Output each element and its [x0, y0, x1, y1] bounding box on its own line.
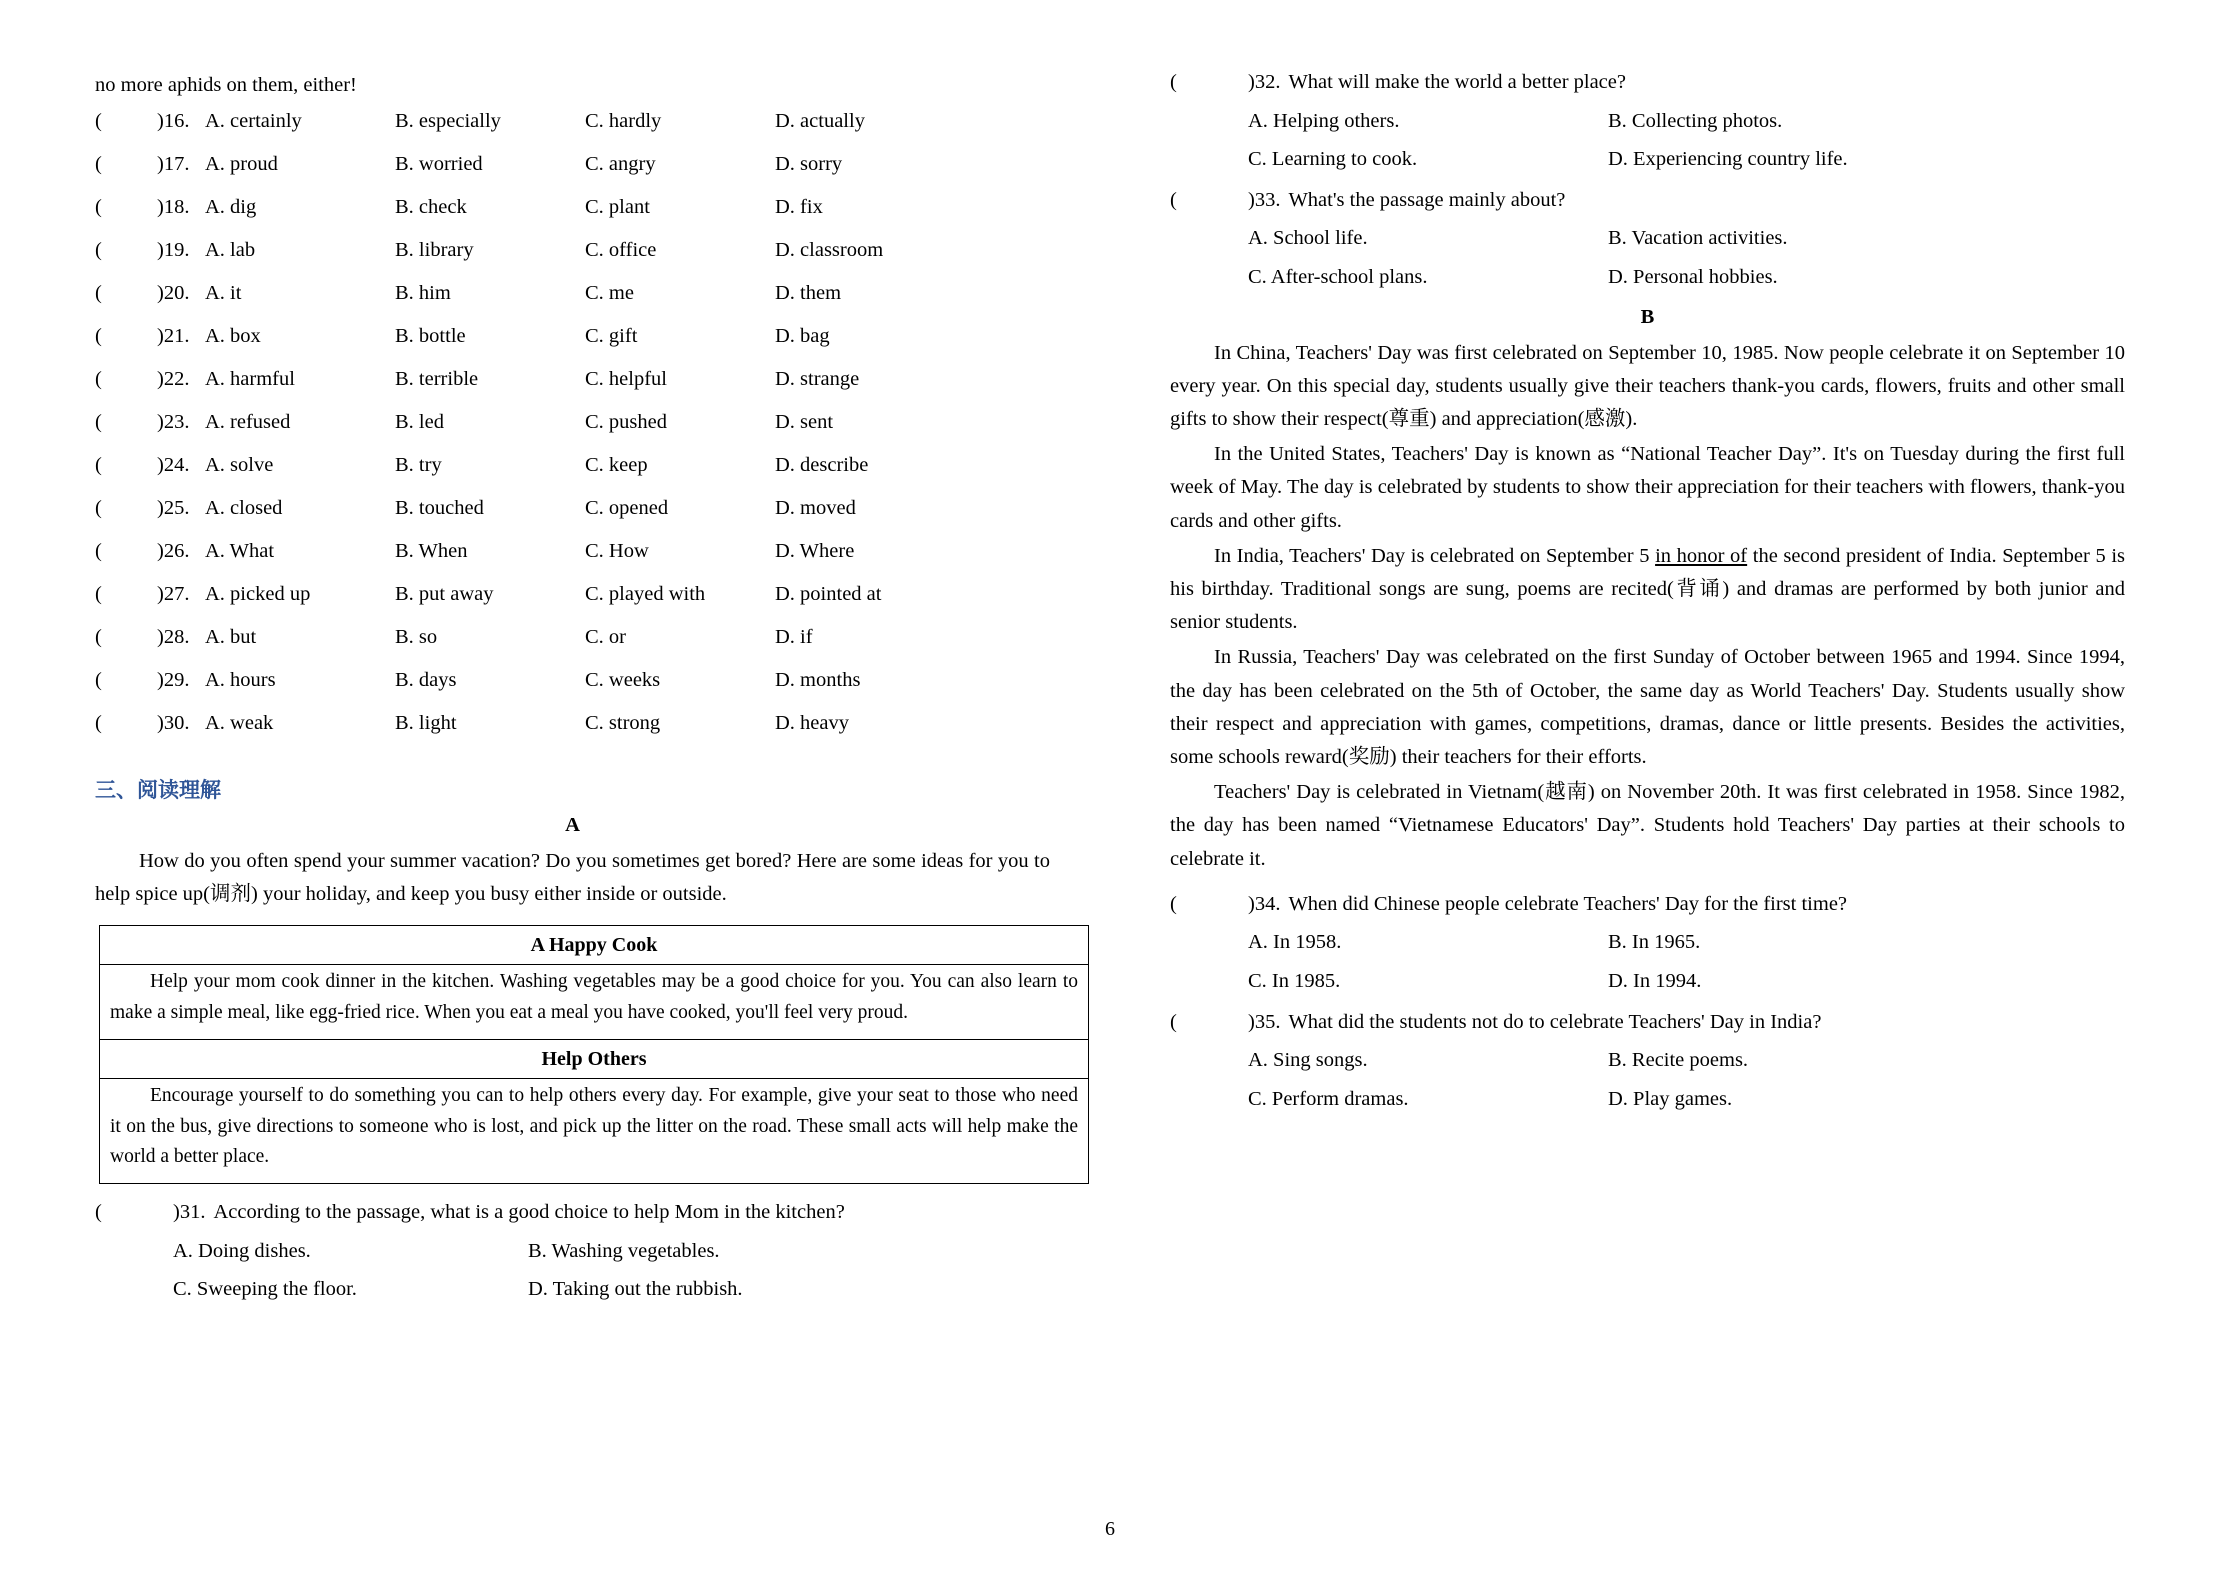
question-number: )23. — [157, 410, 190, 433]
option-a[interactable]: A. Helping others. — [1248, 109, 1400, 132]
option-a[interactable]: A. Sing songs. — [1248, 1049, 1368, 1072]
option-b[interactable]: B. worried — [395, 152, 483, 175]
question-number: )24. — [157, 453, 190, 476]
question-text: What did the students not do to celebrate Teachers' Day in India? — [1288, 1010, 1822, 1033]
option-a[interactable]: A. picked up — [205, 582, 311, 605]
answer-blank[interactable]: ( — [1170, 71, 1177, 93]
option-d[interactable]: D. Taking out the rubbish. — [528, 1278, 743, 1301]
question-number: )32. — [1248, 71, 1281, 93]
answer-blank[interactable]: ( — [95, 711, 102, 734]
answer-blank[interactable]: ( — [95, 410, 102, 433]
question-31[interactable] — [95, 1200, 1050, 1225]
option-d[interactable]: D. classroom — [775, 238, 884, 261]
option-b[interactable]: B. days — [395, 668, 457, 691]
question-32-options-row-2[interactable] — [1170, 147, 2125, 172]
question-31-options-row-1[interactable] — [95, 1239, 1050, 1264]
answer-blank[interactable]: ( — [95, 496, 102, 519]
question-32[interactable] — [1170, 70, 2125, 95]
option-c[interactable]: C. How — [585, 539, 649, 562]
question-number: )21. — [157, 324, 190, 347]
question-33-options-row-1[interactable] — [1170, 226, 2125, 251]
answer-blank[interactable]: ( — [95, 668, 102, 691]
section-heading-reading: 三、阅读理解 — [95, 778, 221, 802]
question-number: )17. — [157, 152, 190, 175]
option-d[interactable]: D. heavy — [775, 711, 850, 734]
option-c[interactable]: C. office — [585, 238, 657, 261]
left-column — [95, 70, 1110, 1450]
para3-part2: the second president of India. September 5 is his birthday. Traditional songs are sung, poems are recited(背诵) and dramas are performed by both junior and senior students. — [1170, 544, 2125, 634]
box-heading-help-others: Help Others — [541, 1047, 647, 1070]
option-c[interactable]: C. gift — [585, 324, 638, 347]
option-c[interactable]: C. me — [585, 281, 634, 304]
box-text-happy-cook: Help your mom cook dinner in the kitchen. Washing vegetables may be a good choice for you. You can also learn to make a simple meal, like egg-fried rice. When you eat a meal you have cooked, you'll feel very proud. — [110, 971, 1078, 1023]
option-c[interactable]: C. Perform dramas. — [1248, 1087, 1409, 1110]
option-c[interactable]: C. or — [585, 625, 626, 648]
continued-sentence: no more aphids on them, either! — [95, 74, 357, 96]
cloze-item[interactable] — [95, 455, 1050, 498]
question-number: )19. — [157, 238, 190, 261]
answer-blank[interactable]: ( — [95, 1201, 102, 1224]
option-b[interactable]: B. check — [395, 195, 467, 218]
option-b[interactable]: B. led — [395, 410, 444, 433]
option-c[interactable]: C. In 1985. — [1248, 970, 1341, 992]
question-31-options-row-2[interactable] — [95, 1277, 1050, 1302]
option-a[interactable]: A. but — [205, 625, 257, 648]
passage-b-para-4: In Russia, Teachers' Day was celebrated on the first Sunday of October between 1965 and 1994. Since 1994, the day has been celebrated on the 5th of October, the same day as World Teachers' Day. Students usually show their respect and appreciation with games, competitions, dramas, dance or little presents. Besides the activities, some schools reward(奖励) their teachers for their efforts. — [1170, 646, 2125, 768]
cloze-item[interactable] — [95, 670, 1050, 713]
option-d[interactable]: D. fix — [775, 195, 823, 218]
cloze-item[interactable] — [95, 326, 1050, 369]
option-b[interactable]: B. especially — [395, 109, 501, 132]
option-b[interactable]: B. When — [395, 539, 468, 562]
passage-a-intro: How do you often spend your summer vacation? Do you sometimes get bored? Here are some ideas for you to help spice up(调剂) your holiday, and keep you busy either inside or outside. — [95, 849, 1050, 905]
cloze-item[interactable] — [95, 541, 1050, 584]
option-d[interactable]: D. moved — [775, 496, 856, 519]
option-d[interactable]: D. them — [775, 281, 842, 304]
question-34-options-row-1[interactable] — [1170, 930, 2125, 955]
passage-label-a: A — [565, 813, 580, 836]
answer-blank[interactable]: ( — [95, 281, 102, 304]
option-a[interactable]: A. solve — [205, 453, 274, 476]
passage-b-para-5: Teachers' Day is celebrated in Vietnam(越南) on November 20th. It was first celebrated in 1958. Since 1982, the day has been named “Vietnamese Educators' Day”. Students hold Teachers' Day parties at their schools to celebrate it. — [1170, 781, 2125, 870]
option-a[interactable]: A. certainly — [205, 109, 302, 132]
question-number: )16. — [157, 109, 190, 132]
cloze-item[interactable] — [95, 627, 1050, 670]
answer-blank[interactable]: ( — [95, 367, 102, 390]
question-34-options-row-2[interactable] — [1170, 969, 2125, 994]
option-b[interactable]: B. him — [395, 281, 451, 304]
question-number: )25. — [157, 496, 190, 519]
answer-blank[interactable]: ( — [95, 539, 102, 562]
box-heading-happy-cook: A Happy Cook — [530, 934, 658, 957]
option-c[interactable]: C. helpful — [585, 367, 667, 390]
option-a[interactable]: A. it — [205, 281, 242, 304]
option-c[interactable]: C. pushed — [585, 410, 667, 433]
question-number: )18. — [157, 195, 190, 218]
question-number: )20. — [157, 281, 190, 304]
option-c[interactable]: C. weeks — [585, 668, 661, 691]
option-a[interactable]: A. School life. — [1248, 227, 1368, 250]
option-b[interactable]: B. library — [395, 238, 474, 261]
option-c[interactable]: C. opened — [585, 496, 669, 519]
option-c[interactable]: C. plant — [585, 195, 650, 218]
question-text: What's the passage mainly about? — [1288, 188, 1566, 211]
passage-label-b: B — [1640, 305, 1655, 328]
option-a[interactable]: A. What — [205, 539, 275, 562]
option-c[interactable]: C. strong — [585, 711, 661, 734]
option-b[interactable]: B. bottle — [395, 324, 466, 347]
option-b[interactable]: B. Recite poems. — [1608, 1049, 1749, 1072]
option-b[interactable]: B. Vacation activities. — [1608, 227, 1788, 250]
tips-box — [99, 925, 1089, 1184]
option-d[interactable]: D. describe — [775, 453, 869, 476]
option-a[interactable]: A. hours — [205, 668, 276, 691]
answer-blank[interactable]: ( — [95, 582, 102, 605]
underlined-phrase: in honor of — [1655, 544, 1748, 567]
question-35[interactable] — [1170, 1010, 2125, 1035]
option-a[interactable]: A. refused — [205, 410, 291, 433]
question-text: What will make the world a better place? — [1288, 71, 1626, 93]
question-number: )35. — [1248, 1010, 1281, 1033]
right-column — [1110, 70, 2125, 1450]
question-32-options-row-1[interactable] — [1170, 109, 2125, 134]
answer-blank[interactable]: ( — [95, 238, 102, 261]
option-c[interactable]: C. played with — [585, 582, 706, 605]
option-d[interactable]: D. if — [775, 625, 813, 648]
question-number: )31. — [173, 1201, 206, 1224]
option-b[interactable]: B. try — [395, 453, 442, 476]
page-number: 6 — [1105, 1518, 1115, 1540]
option-b[interactable]: B. Collecting photos. — [1608, 109, 1783, 132]
option-a[interactable]: A. box — [205, 324, 261, 347]
option-a[interactable]: A. Doing dishes. — [173, 1239, 311, 1262]
answer-blank[interactable]: ( — [1170, 1010, 1177, 1033]
question-text: When did Chinese people celebrate Teachers' Day for the first time? — [1288, 892, 1848, 915]
question-number: )34. — [1248, 892, 1281, 915]
cloze-item[interactable] — [95, 197, 1050, 240]
option-d[interactable]: D. pointed at — [775, 582, 882, 605]
option-b[interactable]: B. light — [395, 711, 457, 734]
question-number: )22. — [157, 367, 190, 390]
cloze-item[interactable] — [95, 584, 1050, 627]
option-a[interactable]: A. weak — [205, 711, 274, 734]
question-number: )29. — [157, 668, 190, 691]
cloze-item[interactable] — [95, 154, 1050, 197]
answer-blank[interactable]: ( — [95, 324, 102, 347]
answer-blank[interactable]: ( — [95, 109, 102, 132]
option-d[interactable]: D. sorry — [775, 152, 843, 175]
option-b[interactable]: B. Washing vegetables. — [528, 1239, 720, 1262]
option-c[interactable]: C. angry — [585, 152, 656, 175]
option-a[interactable]: A. dig — [205, 195, 257, 218]
option-c[interactable]: C. Learning to cook. — [1248, 148, 1418, 171]
question-35-options-row-2[interactable] — [1170, 1087, 2125, 1112]
answer-blank[interactable]: ( — [95, 152, 102, 175]
option-a[interactable]: A. lab — [205, 238, 256, 261]
cloze-item[interactable] — [95, 498, 1050, 541]
question-number: )26. — [157, 539, 190, 562]
option-d[interactable]: D. months — [775, 668, 861, 691]
question-34[interactable] — [1170, 892, 2125, 917]
option-d[interactable]: D. In 1994. — [1608, 970, 1702, 992]
option-b[interactable]: B. terrible — [395, 367, 479, 390]
passage-b-para-1: In China, Teachers' Day was first celebrated on September 10, 1985. Now people celebrate it on September 10 every year. On this special day, students usually give their teachers thank-you cards, flowers, fruits and other small gifts to show their respect(尊重) and appreciation(感激). — [1170, 341, 2125, 430]
passage-b-para-3 — [1170, 540, 2125, 640]
question-number: )33. — [1248, 188, 1281, 211]
option-d[interactable]: D. Personal hobbies. — [1608, 265, 1778, 288]
para3-part1: In India, Teachers' Day is celebrated on September 5 — [1214, 544, 1656, 567]
passage-b-para-2: In the United States, Teachers' Day is known as “National Teacher Day”. It's on Tuesday during the first full week of May. The day is celebrated by students to show their appreciation for their teachers with flowers, thank-you cards and other gifts. — [1170, 443, 2125, 532]
answer-blank[interactable]: ( — [95, 453, 102, 476]
cloze-item[interactable] — [95, 283, 1050, 326]
option-b[interactable]: B. so — [395, 625, 438, 648]
question-35-options-row-1[interactable] — [1170, 1048, 2125, 1073]
option-d[interactable]: D. Where — [775, 539, 855, 562]
box-text-help-others: Encourage yourself to do something you can to help others every day. For example, give your seat to those who need it on the bus, give directions to someone who is lost, and pick up the litter on the road. These small acts will help make the world a better place. — [110, 1084, 1078, 1168]
option-a[interactable]: A. harmful — [205, 367, 295, 390]
option-c[interactable]: C. hardly — [585, 109, 662, 132]
answer-blank[interactable]: ( — [95, 625, 102, 648]
option-a[interactable]: A. In 1958. — [1248, 931, 1342, 954]
option-d[interactable]: D. strange — [775, 367, 860, 390]
option-b[interactable]: B. put away — [395, 582, 494, 605]
question-number: )27. — [157, 582, 190, 605]
option-d[interactable]: D. actually — [775, 109, 865, 132]
option-d[interactable]: D. Experiencing country life. — [1608, 148, 1848, 171]
answer-blank[interactable]: ( — [1170, 892, 1177, 915]
cloze-question-list — [95, 111, 1050, 756]
option-c[interactable]: C. Sweeping the floor. — [173, 1278, 357, 1301]
question-number: )30. — [157, 711, 190, 734]
question-33[interactable] — [1170, 188, 2125, 213]
option-a[interactable]: A. closed — [205, 496, 283, 519]
option-a[interactable]: A. proud — [205, 152, 278, 175]
option-b[interactable]: B. In 1965. — [1608, 931, 1701, 954]
option-b[interactable]: B. touched — [395, 496, 484, 519]
answer-blank[interactable]: ( — [95, 195, 102, 218]
cloze-item[interactable] — [95, 412, 1050, 455]
option-d[interactable]: D. bag — [775, 324, 830, 347]
question-33-options-row-2[interactable] — [1170, 265, 2125, 290]
two-column-layout — [95, 70, 2125, 1450]
question-number: )28. — [157, 625, 190, 648]
answer-blank[interactable]: ( — [1170, 188, 1177, 211]
option-c[interactable]: C. keep — [585, 453, 648, 476]
question-text: According to the passage, what is a good choice to help Mom in the kitchen? — [213, 1201, 845, 1224]
option-d[interactable]: D. sent — [775, 410, 834, 433]
option-d[interactable]: D. Play games. — [1608, 1087, 1733, 1110]
option-c[interactable]: C. After-school plans. — [1248, 265, 1428, 288]
cloze-item[interactable] — [95, 713, 1050, 756]
cloze-item[interactable] — [95, 111, 1050, 154]
cloze-item[interactable] — [95, 369, 1050, 412]
cloze-item[interactable] — [95, 240, 1050, 283]
